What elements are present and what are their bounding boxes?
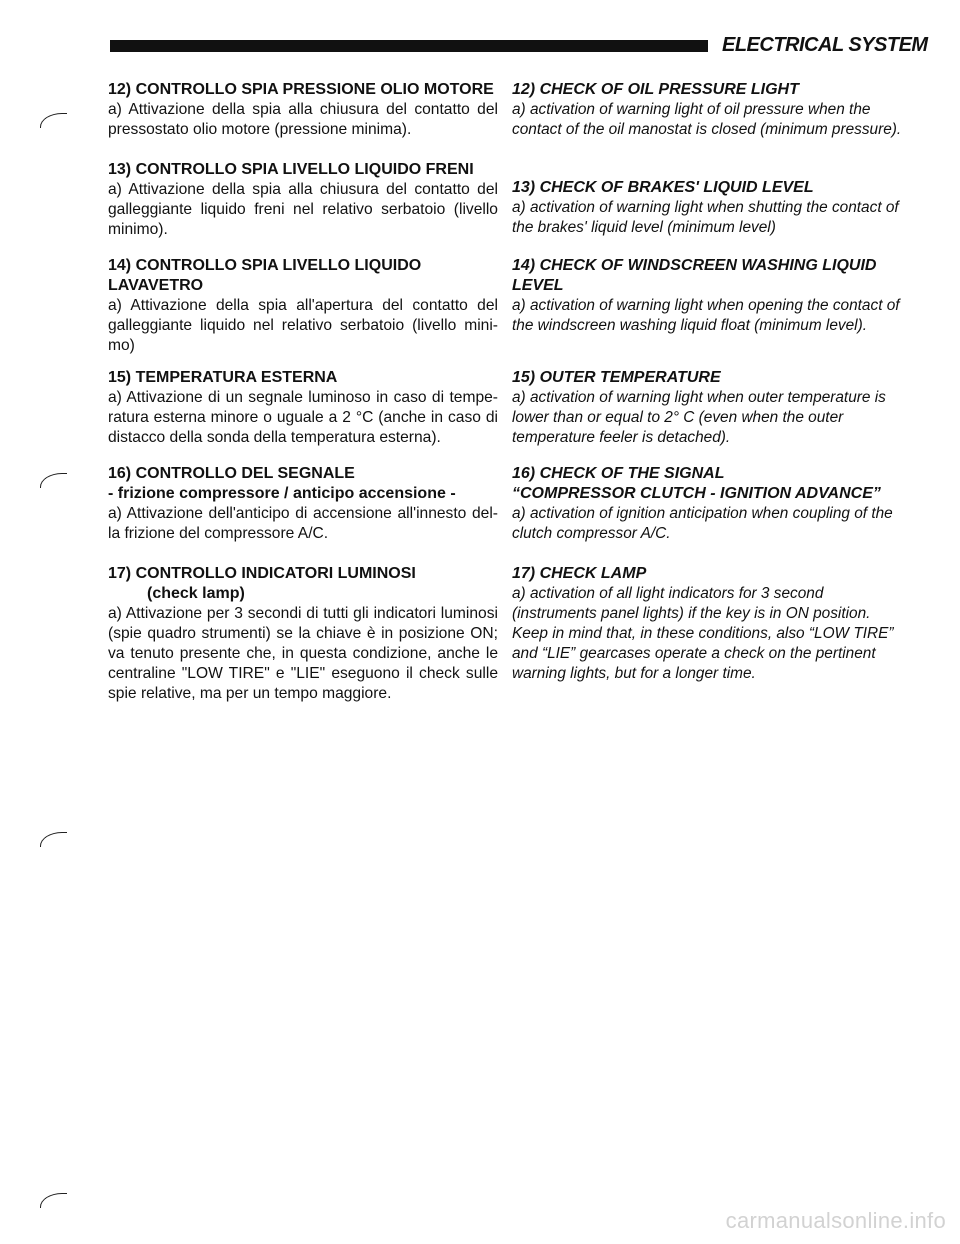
section-heading: 14) CHECK OF WINDSCREEN WASHING LIQUID LEVEL bbox=[512, 257, 877, 294]
page-section-title: ELECTRICAL SYSTEM bbox=[722, 34, 928, 56]
section-13-en bbox=[512, 178, 908, 238]
section-heading: 13) CONTROLLO SPIA LIVELLO LIQUIDO FRENI bbox=[108, 161, 474, 178]
section-12-it bbox=[108, 80, 498, 140]
section-body: a) Attivazione della spia alla chiusura del contatto del galleggiante liquido freni nel relativo serbatoio (livello minimo). bbox=[108, 181, 498, 238]
section-subheading: “COMPRESSOR CLUTCH - IGNITION ADVANCE” bbox=[512, 485, 881, 502]
section-body: a) Attivazione per 3 secondi di tutti gli indicatori luminosi (spie quadro strumenti) se la chiave è in posizione ON; va tenuto presente che, in questa condizione, anche le centraline "LOW TIRE" e "LIE" eseguono il check sulle spie relative, ma per un tempo maggiore. bbox=[108, 605, 498, 702]
section-heading: 16) CHECK OF THE SIGNAL bbox=[512, 465, 725, 482]
section-17-en bbox=[512, 564, 908, 684]
section-heading: 12) CHECK OF OIL PRESSURE LIGHT bbox=[512, 81, 799, 98]
section-body: a) activation of warning light when shutting the contact of the brakes' liquid level (minimum level) bbox=[512, 199, 899, 236]
section-body: a) activation of all light indicators for 3 second (instruments panel lights) if the key is in ON position. Keep in mind that, in these conditions, also “LOW TIRE” and “LIE” gearcases operate a check on the pertinent warning lights, but for a longer time. bbox=[512, 585, 894, 682]
section-heading: 12) CONTROLLO SPIA PRESSIONE OLIO MOTORE bbox=[108, 81, 494, 98]
header-bar bbox=[110, 40, 708, 52]
section-body: a) activation of ignition anticipation when coupling of the clutch compressor A/C. bbox=[512, 505, 893, 542]
section-body: a) activation of warning light when outer temperature is lower than or equal to 2° C (even when the outer temperature feeler is detached). bbox=[512, 389, 886, 446]
section-body: a) Attivazione della spia all'apertura del contatto del galleggiante liquido nel relativo serbatoio (livello mini- mo) bbox=[108, 297, 498, 354]
section-subheading: - frizione compressore / anticipo accensione - bbox=[108, 485, 456, 502]
section-heading: 14) CONTROLLO SPIA LIVELLO LIQUIDO LAVAVETRO bbox=[108, 257, 422, 294]
section-body: a) Attivazione della spia alla chiusura del contatto del pressostato olio motore (pressione minima). bbox=[108, 101, 498, 138]
binding-mark bbox=[40, 473, 67, 488]
section-heading: 13) CHECK OF BRAKES' LIQUID LEVEL bbox=[512, 179, 814, 196]
binding-mark bbox=[40, 832, 67, 847]
section-15-en bbox=[512, 368, 908, 448]
binding-mark bbox=[40, 113, 67, 128]
section-17-it bbox=[108, 564, 498, 704]
section-14-it bbox=[108, 256, 498, 356]
section-subheading: (check lamp) bbox=[147, 585, 245, 602]
section-heading: 15) TEMPERATURA ESTERNA bbox=[108, 369, 338, 386]
section-body: a) Attivazione dell'anticipo di accensione all'innesto del- la frizione del compressore A/C. bbox=[108, 505, 498, 542]
section-15-it bbox=[108, 368, 498, 448]
section-13-it bbox=[108, 160, 498, 240]
section-heading: 15) OUTER TEMPERATURE bbox=[512, 369, 721, 386]
section-16-it bbox=[108, 464, 498, 544]
section-heading: 16) CONTROLLO DEL SEGNALE bbox=[108, 465, 355, 482]
section-heading: 17) CONTROLLO INDICATORI LUMINOSI bbox=[108, 565, 416, 582]
section-14-en bbox=[512, 256, 908, 336]
section-12-en bbox=[512, 80, 908, 140]
section-16-en bbox=[512, 464, 908, 544]
section-heading: 17) CHECK LAMP bbox=[512, 565, 647, 582]
section-body: a) activation of warning light of oil pressure when the contact of the oil manostat is closed (minimum pressure). bbox=[512, 101, 902, 138]
binding-mark bbox=[40, 1193, 67, 1208]
section-body: a) Attivazione di un segnale luminoso in caso di tempe- ratura esterna minore o uguale a 2 °C (anche in caso di distacco della sonda della temperatura esterna). bbox=[108, 389, 498, 446]
section-body: a) activation of warning light when opening the contact of the windscreen washing liquid float (minimum level). bbox=[512, 297, 900, 334]
watermark-logo: carmanualsonline.info bbox=[725, 1208, 946, 1233]
